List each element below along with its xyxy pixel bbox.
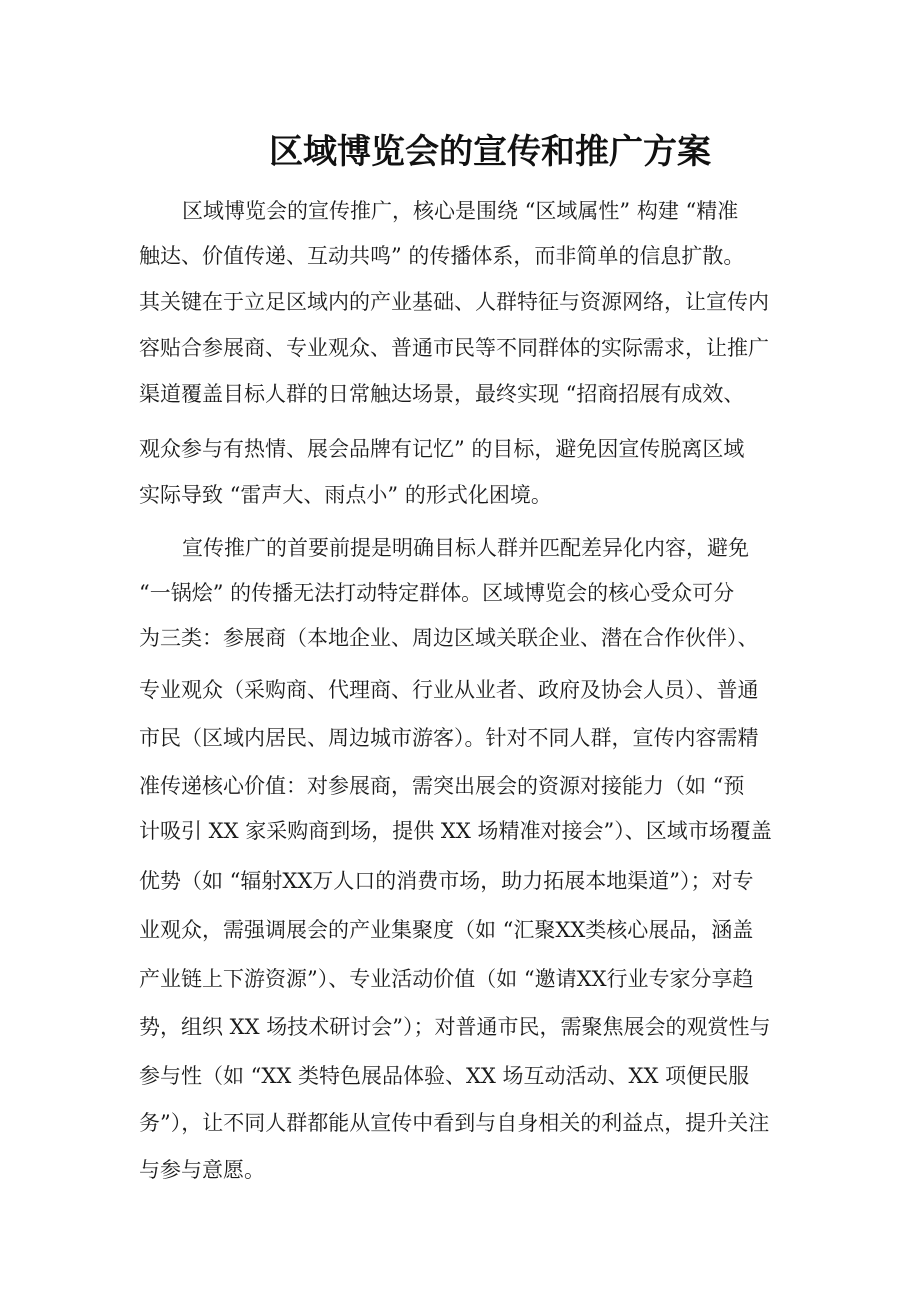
paragraph-2-line-14: 与参与意愿。: [139, 1158, 265, 1182]
paragraph-1-line-6: 观众参与有热情、展会品牌有记忆” 的目标，避免因宣传脱离区域: [139, 437, 745, 461]
paragraph-1-line-3: 其关键在于立足区域内的产业基础、人群特征与资源网络，让宣传内: [139, 290, 769, 314]
paragraph-2-line-1: 宣传推广的首要前提是明确目标人群并匹配差异化内容，避免: [182, 536, 749, 560]
paragraph-1-line-2: 触达、价值传递、互动共鸣” 的传播体系，而非简单的信息扩散。: [139, 244, 745, 268]
paragraph-1-line-1: 区域博览会的宣传推广，核心是围绕 “区域属性” 构建 “精准: [182, 199, 739, 223]
paragraph-1-line-5: 渠道覆盖目标人群的日常触达场景，最终实现 “招商招展有成效、: [139, 382, 745, 406]
paragraph-2-line-11: 势，组织 XX 场技术研讨会”）；对普通市民，需聚焦展会的观赏性与: [139, 1015, 771, 1039]
paragraph-2-line-9: 业观众，需强调展会的产业集聚度（如 “汇聚XX类核心展品，涵盖: [139, 918, 754, 942]
paragraph-2-line-13: 务”），让不同人群都能从宣传中看到与自身相关的利益点，提升关注: [139, 1111, 770, 1135]
paragraph-2-line-10: 产业链上下游资源”）、专业活动价值（如 “邀请XX行业专家分享趋: [139, 967, 754, 991]
paragraph-2-line-5: 市民（区域内居民、周边城市游客）。针对不同人群，宣传内容需精: [139, 726, 759, 750]
document-title: 区域博览会的宣传和推广方案: [269, 132, 711, 172]
paragraph-2-line-2: “一锅烩” 的传播无法打动特定群体。区域博览会的核心受众可分: [139, 581, 735, 605]
paragraph-2-line-7: 计吸引 XX 家采购商到场，提供 XX 场精准对接会”）、区域市场覆盖: [139, 819, 772, 843]
paragraph-2-line-12: 参与性（如 “XX 类特色展品体验、XX 场互动活动、XX 项便民服: [139, 1064, 750, 1088]
paragraph-1-line-7: 实际导致 “雷声大、雨点小” 的形式化困境。: [139, 483, 552, 507]
paragraph-2-line-8: 优势（如 “辐射XX万人口的消费市场，助力拓展本地渠道”）；对专: [139, 869, 754, 893]
paragraph-2-line-3: 为三类：参展商（本地企业、周边区域关联企业、潜在合作伙伴）、: [139, 626, 759, 650]
paragraph-2-line-6: 准传递核心价值：对参展商，需突出展会的资源对接能力（如 “预: [139, 774, 745, 798]
paragraph-2-line-4: 专业观众（采购商、代理商、行业从业者、政府及协会人员）、普通: [139, 678, 759, 702]
paragraph-1-line-4: 容贴合参展商、专业观众、普通市民等不同群体的实际需求，让推广: [139, 336, 769, 360]
